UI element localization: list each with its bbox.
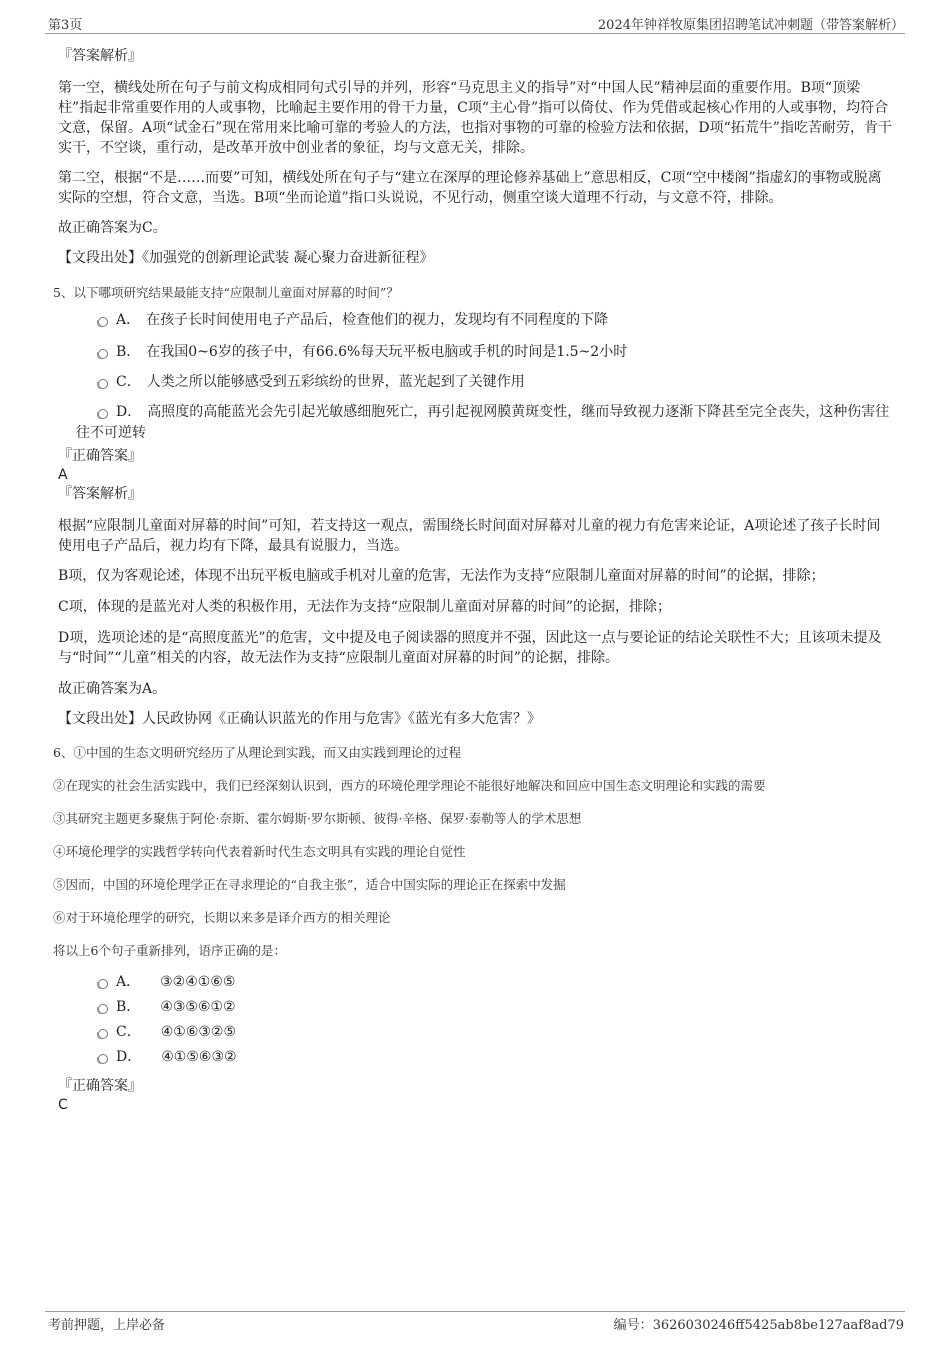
q5-analysis-p1: 根据“应限制儿童面对屏幕的时间”可知，若支持这一观点，需围绕长时间面对屏幕对儿童的视力有危害来论证，A项论述了孩子长时间使用电子产品后，视力均有下降，最具有说服力，当选。: [58, 518, 881, 554]
prev-analysis-p1: 第一空，横线处所在句子与前文构成相同句式引导的并列，形容“马克思主义的指导”对“中国人民”精神层面的重要作用。B项“顶梁柱”指起非常重要作用的人或事物，比喻起主要作用的骨干力量，C项“主心骨”指可以倚仗、作为凭借或起核心作用的人或事物，均符合文意，保留。A项“试金石”现在常用来比喻可靠的考验人的方法，也指对事物的可靠的检验方法和依据，D项“拓荒牛”指吃苦耐劳，肯干实干，不空谈，重行动，是改革开放中创业者的象征，均与文意无关，排除。: [58, 80, 892, 156]
option-letter: D．: [116, 404, 142, 420]
radio-icon[interactable]: [98, 349, 108, 359]
q5-option-d[interactable]: [58, 402, 894, 444]
option-letter: A．: [116, 974, 141, 990]
radio-icon[interactable]: [98, 379, 108, 389]
page-header-label: 第3页: [48, 18, 83, 33]
prev-source: 【文段出处】《加强党的创新理论武装 凝心聚力奋进新征程》: [58, 250, 434, 266]
radio-icon[interactable]: [98, 317, 108, 327]
q6-sentence-4: ④环境伦理学的实践哲学转向代表着新时代生态文明具有实践的理论自觉性: [53, 844, 466, 859]
q6-sentence-2: ②在现实的社会生活实践中，我们已经深刻认识到，西方的环境伦理学理论不能很好地解决和回应中国生态文明理论和实践的需要: [53, 778, 766, 793]
q5-option-a[interactable]: [58, 310, 894, 331]
option-text: 在我国0~6岁的孩子中，有66.6%每天玩平板电脑或手机的时间是1.5~2小时: [146, 344, 628, 360]
q5-option-c[interactable]: [58, 372, 894, 393]
option-letter: B．: [116, 344, 141, 360]
option-text: 高照度的高能蓝光会先引起光敏感细胞死亡，再引起视网膜黄斑变性，继而导致视力逐渐下降甚至完全丧失，这种伤害往往不可逆转: [76, 404, 890, 441]
radio-icon[interactable]: [98, 1029, 108, 1039]
q5-source: 【文段出处】人民政协网《正确认识蓝光的作用与危害》《蓝光有多大危害？》: [58, 711, 541, 727]
option-letter: C．: [116, 374, 141, 390]
prev-analysis-p2: 第二空，根据“不是……而要”可知，横线处所在句子与“建立在深厚的理论修养基础上”意思相反，C项“空中楼阁”指虚幻的事物或脱离实际的空想，符合文意，当选。B项“坐而论道”指口头说说，不见行动，侧重空谈大道理不行动，与文意不符，排除。: [58, 170, 882, 206]
q5-answer-label: 『正确答案』: [58, 448, 142, 464]
radio-icon[interactable]: [98, 409, 108, 419]
option-text: ③②④①⑥⑤: [160, 974, 236, 990]
option-text: 人类之所以能够感受到五彩缤纷的世界，蓝光起到了关键作用: [146, 374, 525, 390]
header-rule: [45, 33, 905, 34]
q5-analysis-p2: B项，仅为客观论述，体现不出玩平板电脑或手机对儿童的危害，无法作为支持“应限制儿童面对屏幕的时间”的论据，排除；: [58, 568, 825, 584]
q5-options: [58, 310, 894, 444]
option-letter: B．: [116, 999, 141, 1015]
option-letter: A．: [116, 312, 141, 328]
option-text: 在孩子长时间使用电子产品后，检查他们的视力，发现均有不同程度的下降: [146, 312, 609, 328]
q6-option-c[interactable]: [58, 1022, 894, 1043]
option-text: ④①⑤⑥③②: [161, 1049, 237, 1065]
document-body: [53, 46, 894, 1114]
q6-sentence-5: ⑤因而，中国的环境伦理学正在寻求理论的“自我主张”，适合中国实际的理论正在探索中发掘: [53, 877, 566, 892]
q6-sentence-1: 6、①中国的生态文明研究经历了从理论到实践，而又由实践到理论的过程: [53, 745, 461, 760]
option-letter: D．: [116, 1049, 142, 1065]
q6-option-b[interactable]: [58, 997, 894, 1018]
prev-analysis-label: 『答案解析』: [58, 48, 142, 64]
footer-slogan: 考前押题，上岸必备: [48, 1318, 166, 1333]
prev-conclusion: 故正确答案为C。: [58, 220, 167, 236]
q6-sentence-6: ⑥对于环境伦理学的研究，长期以来多是译介西方的相关理论: [53, 910, 391, 925]
q5-analysis-p3: C项，体现的是蓝光对人类的积极作用，无法作为支持“应限制儿童面对屏幕的时间”的论据，排除；: [58, 599, 672, 615]
q5-analysis-p4: D项，选项论述的是“高照度蓝光”的危害，文中提及电子阅读器的照度并不强，因此这一点与要论证的结论关联性不大；且该项未提及与“时间”“儿童”相关的内容，故无法作为支持“应限制儿童面对屏幕的时间”的论据，排除。: [58, 630, 882, 666]
q6-option-d[interactable]: [58, 1047, 894, 1068]
q5-stem: 5、以下哪项研究结果最能支持“应限制儿童面对屏幕的时间”？: [53, 285, 399, 300]
option-letter: C．: [116, 1024, 141, 1040]
footer-serial-number: 编号：3626030246ff5425ab8be127aaf8ad79: [613, 1318, 904, 1333]
option-text: ④③⑤⑥①②: [160, 999, 236, 1015]
option-text: ④①⑥③②⑤: [160, 1024, 237, 1040]
footer-rule: [45, 1311, 905, 1312]
q5-analysis-label: 『答案解析』: [58, 486, 142, 502]
q6-sentence-3: ③其研究主题更多聚焦于阿伦·奈斯、霍尔姆斯·罗尔斯顿、彼得·辛格、保罗·泰勒等人的学术思想: [53, 811, 582, 826]
q6-answer-label: 『正确答案』: [58, 1078, 142, 1094]
radio-icon[interactable]: [98, 1054, 108, 1064]
q5-answer: A: [58, 467, 68, 483]
q6-options: [58, 972, 894, 1068]
q6-answer: C: [58, 1097, 68, 1113]
document-title: 2024年钟祥牧原集团招聘笔试冲刺题（带答案解析）: [597, 18, 904, 33]
q5-conclusion: 故正确答案为A。: [58, 681, 167, 697]
q5-option-b[interactable]: [58, 342, 894, 363]
radio-icon[interactable]: [98, 979, 108, 989]
q6-option-a[interactable]: [58, 972, 894, 993]
radio-icon[interactable]: [98, 1004, 108, 1014]
q6-prompt: 将以上6个句子重新排列，语序正确的是：: [53, 943, 286, 958]
